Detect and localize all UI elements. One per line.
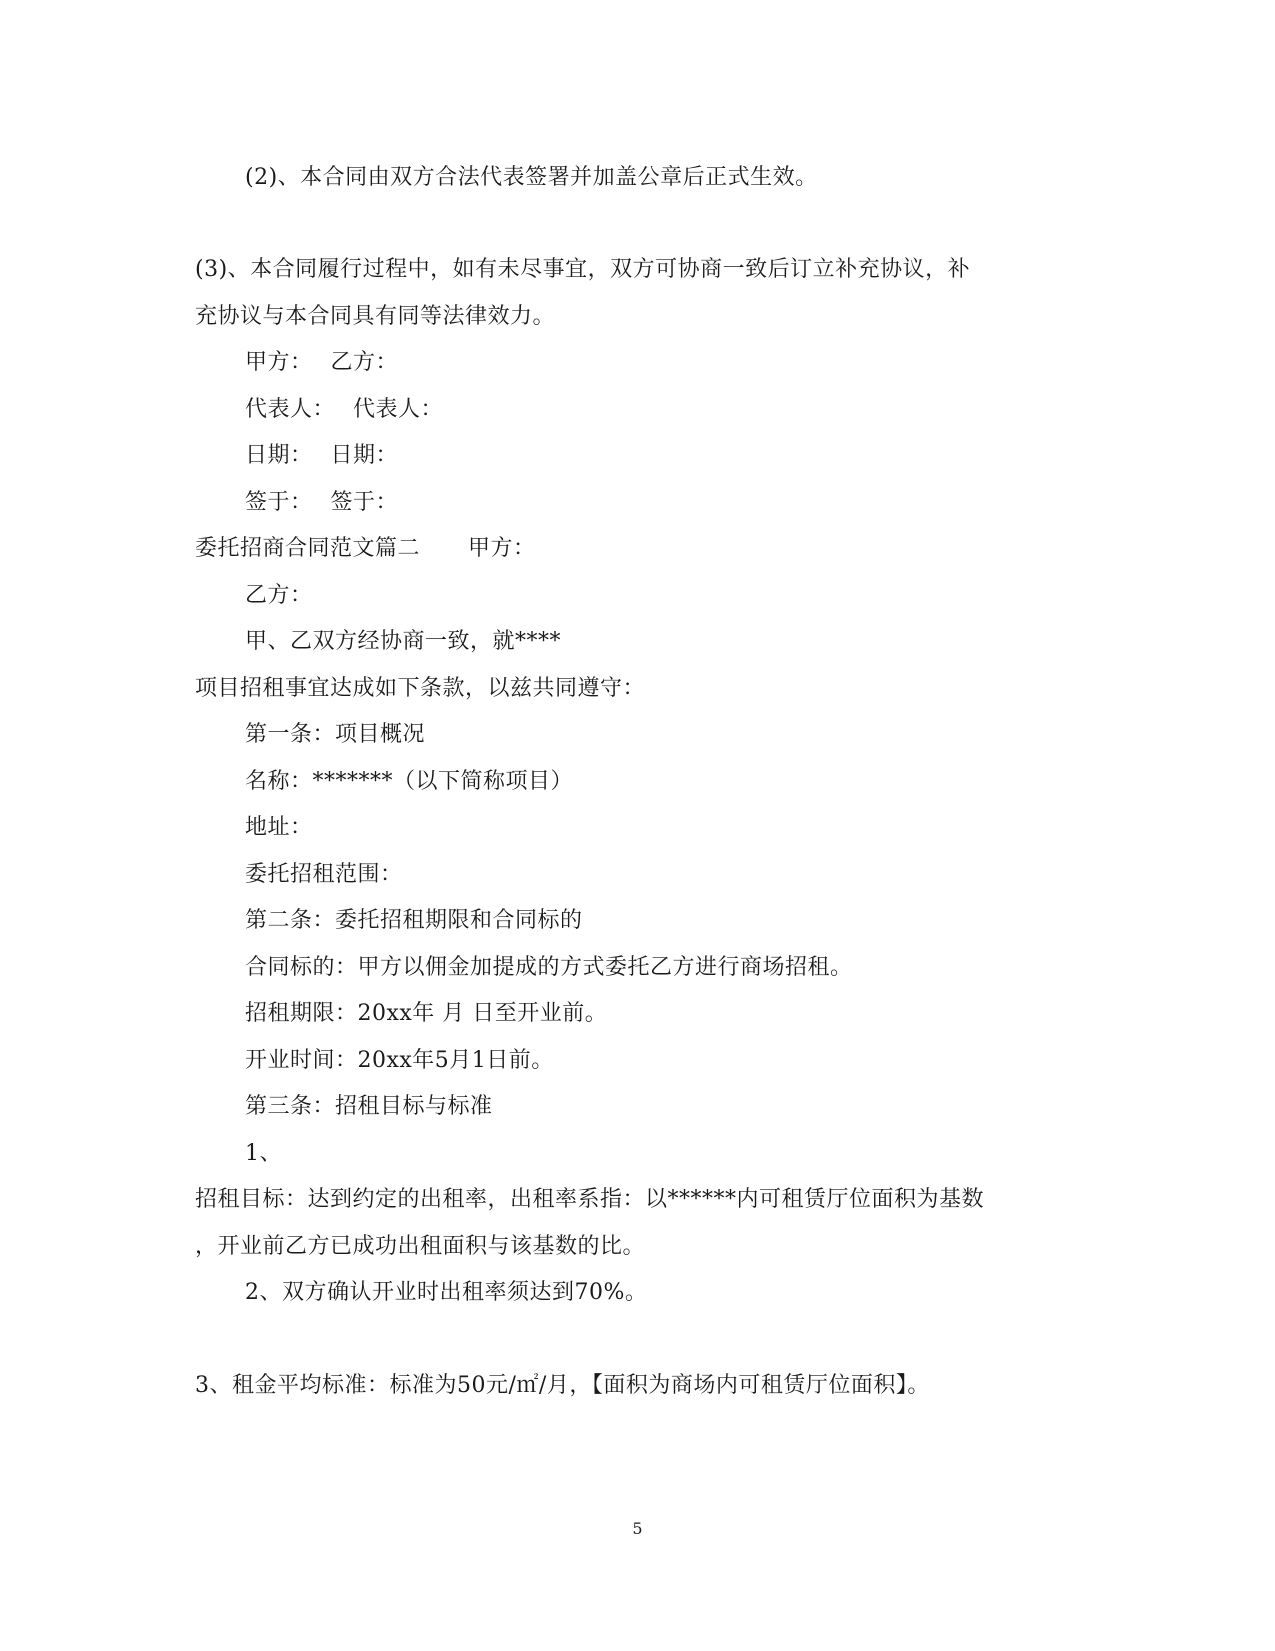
opening-time: 开业时间：20xx年5月1日前。 — [245, 1048, 554, 1073]
signature-party-row — [245, 348, 398, 378]
signed-at-b-label: 签于： — [330, 490, 399, 515]
signature-representative-row — [245, 395, 443, 425]
representative-a-label: 代表人： — [245, 397, 336, 422]
signed-at-a-label: 签于： — [245, 490, 313, 515]
item-1-line-2: ，开业前乙方已成功出租面积与该基数的比。 — [195, 1234, 646, 1259]
article-3-heading: 第三条：招租目标与标准 — [245, 1094, 493, 1119]
article-1-heading: 第一条：项目概况 — [245, 722, 426, 747]
item-2: 2、双方确认开业时出租率须达到70%。 — [245, 1280, 648, 1305]
leasing-scope: 委托招租范围： — [245, 862, 403, 887]
date-b-label: 日期： — [330, 443, 399, 468]
date-a-label: 日期： — [245, 443, 313, 468]
party-a-label: 甲方： — [245, 350, 313, 375]
intro-line-2: 项目招租事宜达成如下条款，以兹共同遵守： — [195, 676, 646, 701]
leasing-period: 招租期限：20xx年 月 日至开业前。 — [245, 1001, 608, 1026]
sample-two-party-b: 乙方： — [245, 583, 313, 608]
sample-two-heading-row — [195, 534, 536, 564]
project-name: 名称：*******（以下简称项目） — [245, 769, 574, 794]
project-address: 地址： — [245, 815, 313, 840]
intro-line-1: 甲、乙双方经协商一致，就**** — [245, 629, 562, 654]
item-1-line-1: 招租目标：达到约定的出租率，出租率系指：以******内可租赁厅位面积为基数 — [195, 1187, 985, 1212]
item-1-number: 1、 — [245, 1141, 282, 1166]
page-number: 5 — [632, 1519, 643, 1538]
clause-3-supplement-line-1: (3)、本合同履行过程中，如有未尽事宜，双方可协商一致后订立补充协议，补 — [195, 257, 971, 282]
item-3: 3、租金平均标准：标准为50元/㎡/月，【面积为商场内可租赁厅位面积】。 — [195, 1373, 930, 1398]
sample-two-party-a: 甲方： — [468, 536, 536, 561]
signature-date-row — [245, 441, 398, 471]
article-2-heading: 第二条：委托招租期限和合同标的 — [245, 908, 583, 933]
clause-3-supplement-line-2: 充协议与本合同具有同等法律效力。 — [195, 304, 556, 329]
representative-b-label: 代表人： — [353, 397, 444, 422]
sample-two-title: 委托招商合同范文篇二 — [195, 536, 421, 561]
signature-place-row — [245, 488, 398, 518]
contract-subject: 合同标的：甲方以佣金加提成的方式委托乙方进行商场招租。 — [245, 955, 853, 980]
clause-2-effective: (2)、本合同由双方合法代表签署并加盖公章后正式生效。 — [245, 165, 818, 190]
party-b-label: 乙方： — [330, 350, 399, 375]
